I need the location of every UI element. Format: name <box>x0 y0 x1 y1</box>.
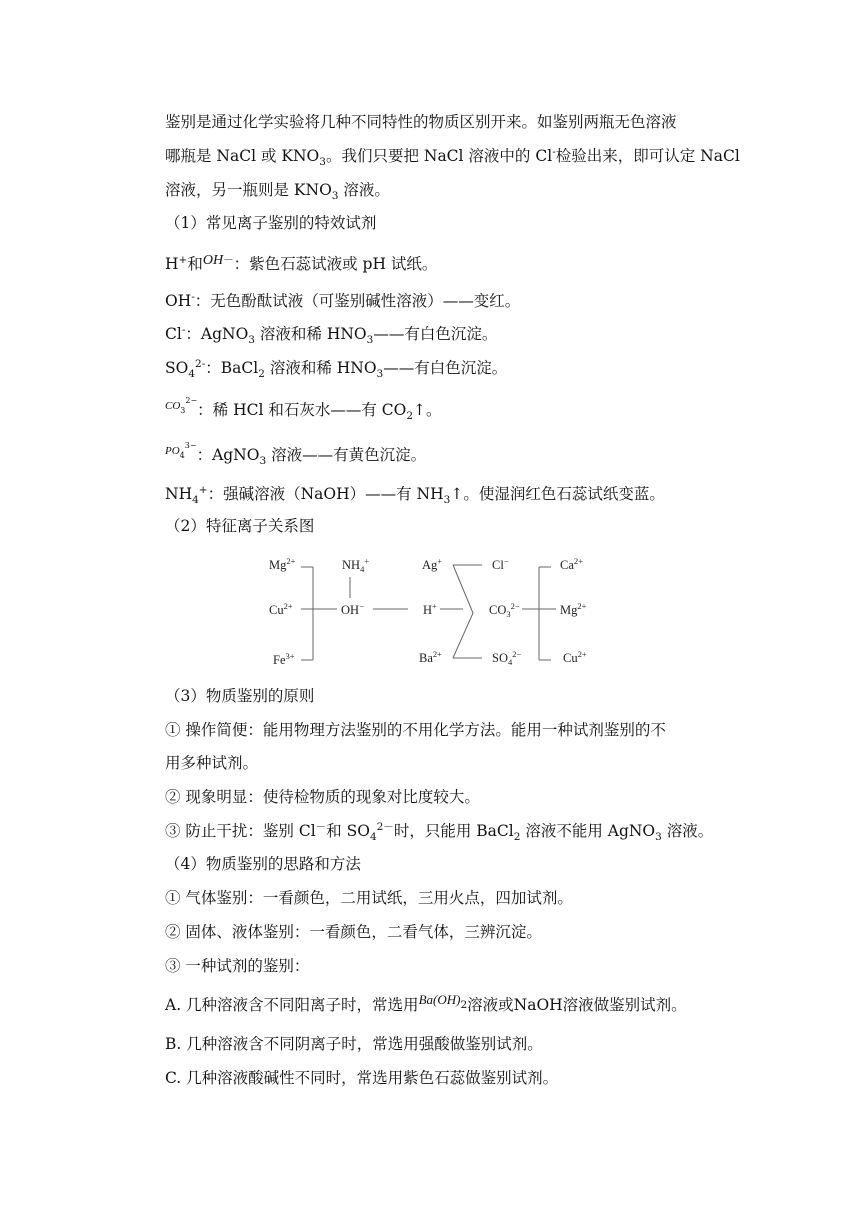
ion-ba: $Ba^{2+}$ <box>419 649 442 665</box>
reagent-oh: OH-：无色酚酞试液（可鉴别碱性溶液）——变红。 <box>165 291 521 310</box>
principle-1-line-2: 用多种试剂。 <box>165 754 259 772</box>
intro-line-1: 鉴别是通过化学实验将几种不同特性的物质区别开来。如鉴别两瓶无色溶液 <box>165 113 677 131</box>
intro-line-3: 溶液，另一瓶则是 $KNO_3$ 溶液。 <box>165 181 390 202</box>
reagent-nh4: $NH_4^+$：强碱溶液（NaOH）——有 $NH_3↑$。使湿润红色石蕊试纸变蓝。 <box>165 484 665 506</box>
ion-mg-right: $Mg^{2+}$ <box>560 601 587 617</box>
reagent-co3: $^{CO}3^{2-}$：稀 HCl 和石灰水——有 $CO_2↑$。 <box>165 396 442 422</box>
method-3-a: A. 几种溶液含不同阳离子时，常选用$^{Ba(OH)}$2溶液或NaOH溶液做鉴别试剂。 <box>165 992 687 1014</box>
intro-line-2: 哪瓶是 NaCl 或 $KNO_3$。我们只要把 NaCl 溶液中的 Cl-检验出来，即可认定 NaCl <box>165 146 740 168</box>
ion-so4: $SO_4^{2-}$ <box>492 649 522 667</box>
ion-cu: $Cu^{2+}$ <box>269 601 293 617</box>
principle-1-line-1: ① 操作简便：能用物理方法鉴别的不用化学方法。能用一种试剂鉴别的不 <box>165 721 666 739</box>
ion-fe: $Fe^{3+}$ <box>273 651 295 667</box>
ion-oh: OH− <box>341 601 364 617</box>
ion-nh4: $NH_4^+$ <box>342 556 370 574</box>
section3-heading: （3）物质鉴别的原则 <box>165 687 315 705</box>
ion-cu-right: $Cu^{2+}$ <box>563 649 587 665</box>
ion-co3: $CO_3^{2-}$ <box>489 601 520 619</box>
ion-h: H+ <box>423 601 437 617</box>
reagent-po4: $^{PO}4^{3-}$：AgNO$_3$ 溶液——有黄色沉淀。 <box>165 441 427 467</box>
reagent-h-oh: H+和OH－：紫色石蕊试液或 pH 试纸。 <box>165 253 438 273</box>
section1-heading: （1）常见离子鉴别的特效试剂 <box>165 214 377 232</box>
ion-cl: Cl− <box>492 556 509 572</box>
principle-3: ③ 防止干扰：鉴别 Cl－和 $SO_4^{2-}$时，只能用 BaCl$_2$ 溶液不能用 AgNO$_3$ 溶液。 <box>165 821 714 843</box>
method-3-b: B. 几种溶液含不同阴离子时，常选用强酸做鉴别试剂。 <box>165 1035 543 1053</box>
reagent-so4: $SO_4^{2-}$：BaCl$_2$ 溶液和稀 $HNO_3——$有白色沉淀。 <box>165 358 508 380</box>
section2-heading: （2）特征离子关系图 <box>165 517 315 535</box>
method-3: ③ 一种试剂的鉴别： <box>165 957 310 975</box>
principle-2: ② 现象明显：使待检物质的现象对比度较大。 <box>165 788 480 806</box>
ion-mg: $Mg^{2+}$ <box>269 556 296 572</box>
method-1: ① 气体鉴别：一看颜色，二用试纸，三用火点，四加试剂。 <box>165 889 573 907</box>
section4-heading: （4）物质鉴别的思路和方法 <box>165 855 361 873</box>
method-3-c: C. 几种溶液酸碱性不同时，常选用紫色石蕊做鉴别试剂。 <box>165 1069 559 1087</box>
method-2: ② 固体、液体鉴别：一看颜色，二看气体，三辨沉淀。 <box>165 923 542 941</box>
reagent-cl: Cl-：AgNO$_3$ 溶液和稀 $HNO_3——$有白色沉淀。 <box>165 324 498 346</box>
ion-ag: Ag+ <box>422 556 443 572</box>
ion-ca: $Ca^{2+}$ <box>560 556 583 572</box>
